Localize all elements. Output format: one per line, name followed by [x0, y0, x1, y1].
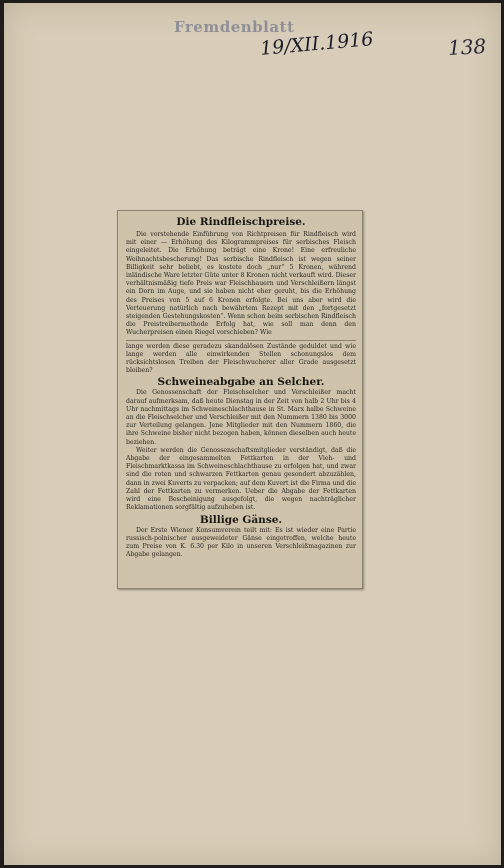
article-paragraph: Weiter werden die Genossenschaftsmitglieder verständigt, daß die Abgabe der eingesammelten Fettkarten in der Vieh- und Fleischmarktkassa im Schweineschlachthause zu erfolgen hat, und zwar sind die roten und schwarzen Fettkarten genau gesondert abzuzählen, dann in zwei Kuverts zu verpacken; auf dem Kuvert ist die Firma und die Zahl der Fettkarten zu vermerken. Ueber die Abgabe der Fettkarten wird eine Bescheinigung ausgefolgt, die wegen nachträglicher Reklamationen sorgfältig aufzuheben ist.: [126, 446, 356, 512]
archive-sheet: [4, 3, 501, 865]
article-paragraph: Die vorstehende Einführung von Richtpreisen für Rindfleisch wird mit einer — Erhöhung des Kilogrammpreises für serbisches Fleisch eingeleitet. Die Erhöhung beträgt eine Krone! Eine erfreuliche Weihnachtsbescherung! Das serbische Rindfleisch ist wegen seiner Billigkeit sehr beliebt, es kostete doch „nur“ 5 Kronen, während inländische Ware letzter Güte unter 8 Kronen nicht verkauft wird. Dieser verhältnismäßig tiefe Preis war Fleischhauern und Verschleißern längst ein Dorn im Auge, und sie haben nicht eher geruht, bis die Erhöhung des Preises von 5 auf 6 Kronen erfolgte. Bei uns aber wird die Verteuerung natürlich nach bewährtem Rezept mit den „fortgesetzt steigenden Gestehungskosten“. Wenn schon beim serbischen Rindfleisch die Preistreibermethode Erfolg hat, wie soll man denn den Wucherpreisen einen Riegel vorschieben? Wie: [126, 231, 356, 337]
newspaper-stamp: Fremdenblatt: [174, 18, 295, 36]
archive-number: 138: [447, 34, 487, 60]
handwritten-date: 19/XII.1916: [259, 28, 375, 60]
article-title-pig-distribution: Schweineabgabe an Selcher.: [157, 376, 325, 389]
article-paragraph: lange werden diese geradezu skandalösen Zustände geduldet und wie lange werden alle einwirkenden Stellen schonungslos dem rücksichtslosen Treiben der Fleischwucherer aller Grade ausgesetzt bleiben?: [126, 342, 356, 375]
article-paragraph: Der Erste Wiener Konsumverein teilt mit: Es ist wieder eine Partie russisch-polnischer ausgeweideter Gänse eingetroffen, welche heute zum Preise von K. 6.30 per Kilo in unseren Verschleißmagazinen zur Abgabe gelangen.: [126, 526, 356, 559]
clipping-content: [126, 215, 356, 559]
article-title-beef-prices: Die Rindfleischpreise.: [176, 216, 306, 228]
article-paragraph: Die Genossenschaft der Fleischselcher und Verschleißer macht darauf aufmerksam, daß heute Dienstag in der Zeit von halb 2 Uhr bis 4 Uhr nachmittags im Schweineschlachthause in St. Marx halbe Schweine an die Fleischselcher und Verschleißer mit den Nummern 1380 bis 3000 zur Verteilung gelangen. Jene Mitglieder mit den Nummern 1860, die ihre Schweine bisher nicht bezogen haben, können dieselben auch heute beziehen.: [126, 389, 356, 446]
newspaper-clipping: [117, 210, 363, 589]
article-title-cheap-geese: Billige Gänse.: [199, 513, 283, 526]
clipping-seam: [126, 340, 356, 341]
